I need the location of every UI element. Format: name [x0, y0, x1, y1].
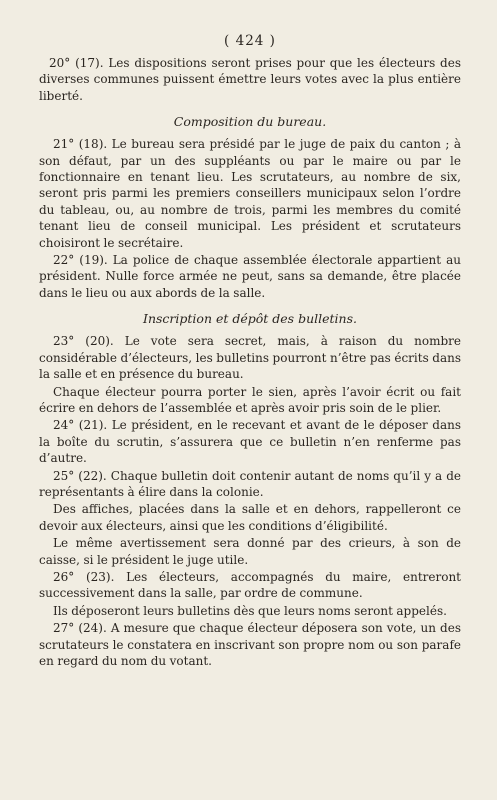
- article-23: 23° (20). Le vote sera secret, mais, à raison du nombre considérable d’électeurs, les bulletins pourront n’être pas écrits dans la salle et en présence du bureau.: [39, 334, 461, 382]
- article-27: 27° (24). A mesure que chaque électeur déposera son vote, un des scrutateurs le constatera en inscrivant son propre nom ou son parafe en regard du nom du votant.: [39, 621, 461, 668]
- paragraph-avertissement: Le même avertissement sera donné par des crieurs, à son de caisse, si le président le juge utile.: [39, 536, 461, 567]
- article-21: 21° (18). Le bureau sera présidé par le juge de paix du canton ; à son défaut, par un des suppléants ou par le maire ou par le fonctionnaire en tenant lieu. Les scrutateurs, au nombre de six, seront pris parmi les premiers conseillers municipaux selon l’ordre du tableau, ou, au nombre de trois, parmi les membres du comité tenant lieu de conseil municipal. Les président et scrutateurs choisiront le secrétaire.: [39, 137, 461, 250]
- article-20: 20° (17). Les dispositions seront prises pour que les électeurs des diverses communes puissent émettre leurs votes avec la plus entière liberté.: [39, 56, 461, 103]
- article-25: 25° (22). Chaque bulletin doit contenir autant de noms qu’il y a de représentants à élire dans la colonie.: [39, 468, 461, 499]
- article-22: 22° (19). La police de chaque assemblée électorale appartient au président. Nulle force armée ne peut, sans sa demande, être placée dans le lieu ou aux abords de la salle.: [39, 253, 461, 300]
- paragraph-chaque-electeur: Chaque électeur pourra porter le sien, après l’avoir écrit ou fait écrire en dehors de l’assemblée et après avoir pris soin de le plier.: [39, 384, 461, 415]
- page-number: ( 424 ): [224, 33, 276, 49]
- section-heading-composition: Composition du bureau.: [173, 114, 327, 130]
- article-24: 24° (21). Le président, en le recevant et avant de le déposer dans la boîte du scrutin, s’assurera que ce bulletin n’en renferme pas d’autre.: [39, 418, 461, 466]
- section-heading-inscription: Inscription et dépôt des bulletins.: [143, 311, 357, 327]
- paragraph-bulletins-appeles: Ils déposeront leurs bulletins dès que leurs noms seront appelés.: [53, 603, 447, 618]
- paragraph-affiches: Des affiches, placées dans la salle et en dehors, rappelleront ce devoir aux électeurs, ainsi que les conditions d’éligibilité.: [39, 502, 461, 533]
- article-26: 26° (23). Les électeurs, accompagnés du maire, entreront successivement dans la salle, par ordre de commune.: [39, 569, 461, 601]
